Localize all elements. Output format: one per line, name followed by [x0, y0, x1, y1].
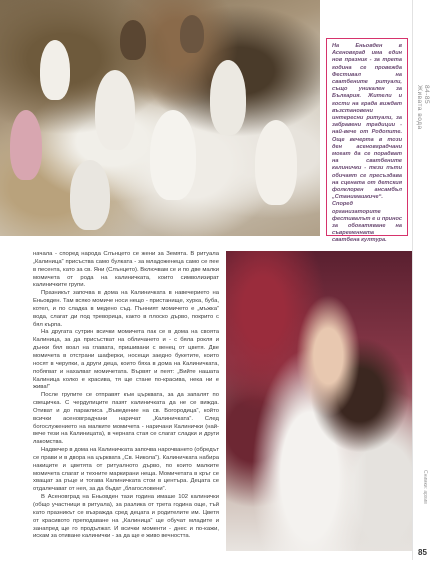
paragraph: На другата сутрин всички момичета пак се в дома на своята Калиница, за да присъстват на обличането и - с бяла рокля и дънки бял воал на главата, пришивани с венец от цветя. Две момичета в отстрани шаферки, носещи заедно букетите, които носят в черупки, а други деца, които бяха в дома на Калиничката, побягват и нахалват момичетата. Вървят и пеят: „Вийте нашата Калиница колко е красива, тя ще стане по-красива, нека ни е живa!“	[33, 329, 219, 391]
photo-credit: Снимки: архив	[422, 470, 428, 504]
running-head-section: Живата вода	[416, 85, 423, 130]
sidebar-text: На Еньовден в Асеновград има един нов празник - за трета година се провежда Фестивал на сватбените ритуали, също уникален за България. Жители и гости на града виждат възстановени интересни ритуали, за забравени традиции - най-вече от Родопите. Още вечерта в този ден асеновградчани могат да се порадват на сватбените калинички - тези пъти обичаят се пресъздава на сцената от детския фолклорен ансамбъл „Станимашкиче“. Според организаторите фестивалът е и принос за обогатяване на съвременната сватбена култура.	[332, 43, 402, 244]
paragraph: начала - според народа Слънцето се жени за Земята. В ритуала „Калиница“ присъства само булката - за младоженеца само се пее в песента, като за св. Яни (Слънцето). Включвам се и по две малки момичета от рода на калиничката, които символизират калиничките групи.	[33, 251, 219, 289]
wedding-ritual-photo	[0, 0, 320, 236]
paragraph: После групите се отправят към църквата, за да запалят по свещичка. С чердупиците пазят калиничката да не се вижда. Отиват и до параклиса „Въведение на св. Богородица“, който всички асеновградчани наричат „Калиничката“. След богослужението на малките момичета - наричани Калинички (най-вече тези на Калиницата), в черната стая се слагат сладки и други лакомства.	[33, 392, 219, 446]
paragraph: Празникът започва в дома на Калиничката в навечерието на Еньовден. Там всяко момиче носи нещо - пристанище, хурка, буба, котел, и по сладка в медено съд. Пънният момичето е „мъжка“ вода, слагат ди под треворица, както в плоско дърво, покрито с бял кърпа.	[33, 290, 219, 328]
running-head	[416, 85, 430, 145]
sidebar-note	[326, 38, 408, 244]
paragraph: Надвечер в дома на Калиничката започва нарочването (обредът се прави и в двора на църквата „Св. Никола“). Калиничката набира накиците и цветята от ритуалното дърво, по които малките момичета слагат и техните маркирани неща. Момичетата в кръг се хващат за ръце и тогава Калиничката стои в центъра. Децата се отдалечават от нея, за да бъдат „благословени“.	[33, 447, 219, 493]
bride-girl-photo	[226, 251, 412, 551]
article-body	[33, 251, 219, 551]
running-head-pages: 84-85	[423, 85, 430, 105]
paragraph: В Асеновград на Еньовден тази година имаше 102 калинички (общо участници в ритуала), за разлика от трета година още, тъй като празникът се възражда сред децата и родителите им. Цветя от красивото преподаване на „Калиница“ ще обучат младите и занапред ще го продължат. И всички моменти - днес и по-кажи, искам за отиване калинички - за да ще е живо вечността.	[33, 494, 219, 540]
margin-divider	[412, 0, 413, 560]
page-number: 85	[418, 548, 427, 557]
